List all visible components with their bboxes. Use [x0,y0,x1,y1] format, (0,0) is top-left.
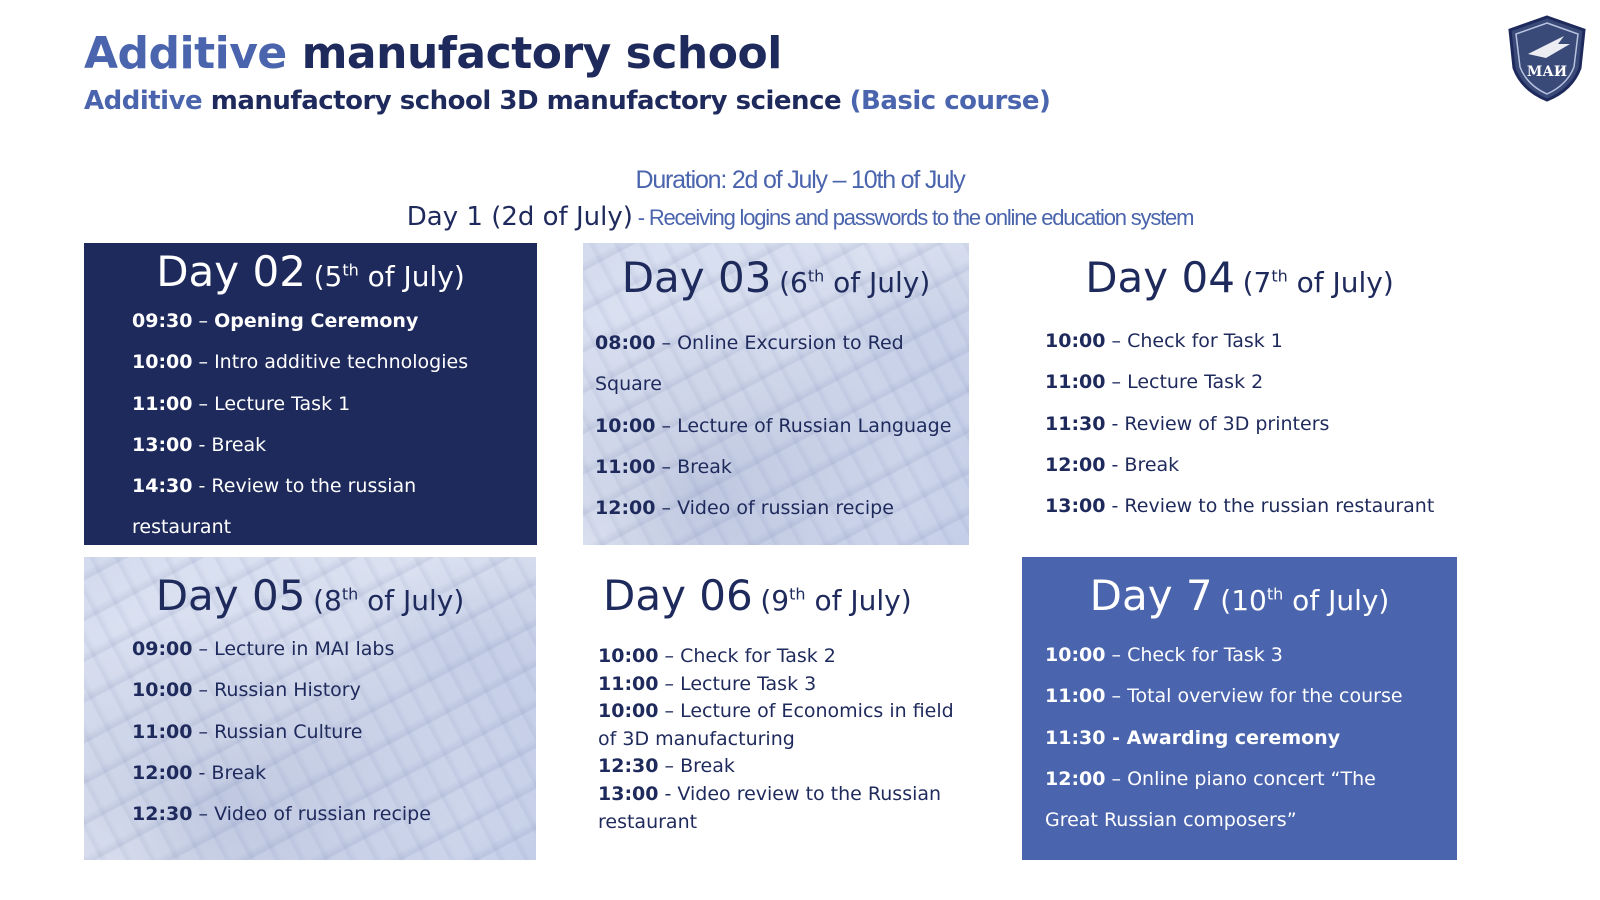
day-card-02 [84,243,537,545]
day-heading [1022,557,1457,635]
schedule-item: 11:00 – Break [595,455,732,478]
schedule-item: 08:00 – Online Excursion to Red [595,332,904,354]
schedule-item: 12:00 – Video of russian recipe [595,497,894,520]
duration-text: Duration: 2d of July – 10th of July [635,166,965,194]
day-date: (8th of July) [313,584,465,617]
day-date: (5th of July) [313,260,465,293]
subtitle-main: manufactory school 3D manufactory science [202,86,850,116]
subtitle-accent: Additive [84,86,203,116]
day-card-05 [84,557,536,860]
day-number: Day 03 [621,253,772,302]
schedule-item: 10:00 – Russian History [132,679,361,702]
schedule-item: 12:30 – Break [598,755,735,778]
schedule-item: 11:00 – Total overview for the course [1045,685,1403,708]
schedule-item: 14:30 - Review to the russian [132,475,417,498]
schedule-list [1022,635,1457,841]
schedule-item: 12:00 – Online piano concert “The [1045,767,1376,790]
schedule-item: Square [595,373,662,396]
title-accent: Additive [84,28,287,79]
subtitle-course: (Basic course) [849,86,1051,116]
page-title [84,28,782,79]
schedule-item: 11:00 – Russian Culture [132,720,363,743]
schedule-item: 10:00 – Check for Task 1 [1045,330,1283,352]
schedule-item: 11:00 – Lecture Task 3 [598,672,817,695]
day-heading [84,557,536,629]
schedule-list [583,643,983,836]
schedule-item: of 3D manufacturing [598,727,795,750]
mai-shield-logo-icon [1506,14,1588,102]
day-number: Day 04 [1085,253,1235,302]
schedule-item: 11:00 – Lecture Task 1 [132,392,351,415]
day-number: Day 06 [603,571,753,620]
schedule-item: 10:00 – Check for Task 3 [1045,644,1283,666]
day-date: (10th of July) [1220,584,1390,617]
day-card-03 [583,243,969,545]
page-subtitle [84,86,1050,116]
schedule-item: 10:00 – Lecture of Economics in field [598,700,954,723]
logo-text: МАИ [1526,64,1568,80]
day-heading [583,243,969,323]
schedule-item: 13:00 - Review to the russian restaurant [1045,495,1435,518]
schedule-item: 12:00 - Break [1045,453,1180,476]
schedule-item: restaurant [132,516,232,539]
day1-desc: - Receiving logins and passwords to the online education system [632,205,1194,230]
day-heading [1022,243,1457,321]
schedule-item: 11:30 - Review of 3D printers [1045,412,1330,435]
schedule-item: 11:00 – Lecture Task 2 [1045,371,1264,394]
schedule-list [1022,321,1457,527]
schedule-item: 13:00 - Break [132,433,267,456]
day-card-06 [583,557,983,860]
schedule-item: Great Russian composers” [1045,809,1297,832]
day-date: (6th of July) [779,266,931,299]
schedule-list [84,629,536,835]
schedule-item: 12:00 - Break [132,761,267,784]
day1-head: Day 1 (2d of July) [406,202,633,232]
day-card-04 [1022,243,1457,545]
day-number: Day 05 [155,571,306,620]
schedule-list [84,301,537,549]
schedule-list [583,323,969,529]
day-heading [583,557,983,643]
day-number: Day 7 [1089,571,1213,620]
schedule-item: restaurant [598,810,698,833]
schedule-item: 11:30 - Awarding ceremony [1045,726,1341,749]
day-date: (9th of July) [760,584,912,617]
schedule-item: 12:30 – Video of russian recipe [132,803,431,826]
schedule-item: 10:00 – Lecture of Russian Language [595,414,952,437]
day-date: (7th of July) [1242,266,1394,299]
title-rest: manufactory school [286,28,782,79]
day-heading [84,243,537,299]
schedule-item: 09:30 – Opening Ceremony [132,310,419,332]
schedule-item: 10:00 – Intro additive technologies [132,351,469,374]
schedule-item: 09:00 – Lecture in MAI labs [132,638,395,660]
day1-line [0,202,1600,232]
day-card-07 [1022,557,1457,860]
schedule-item: 10:00 – Check for Task 2 [598,645,836,667]
schedule-item: 13:00 - Video review to the Russian [598,782,942,805]
day-number: Day 02 [156,247,306,296]
